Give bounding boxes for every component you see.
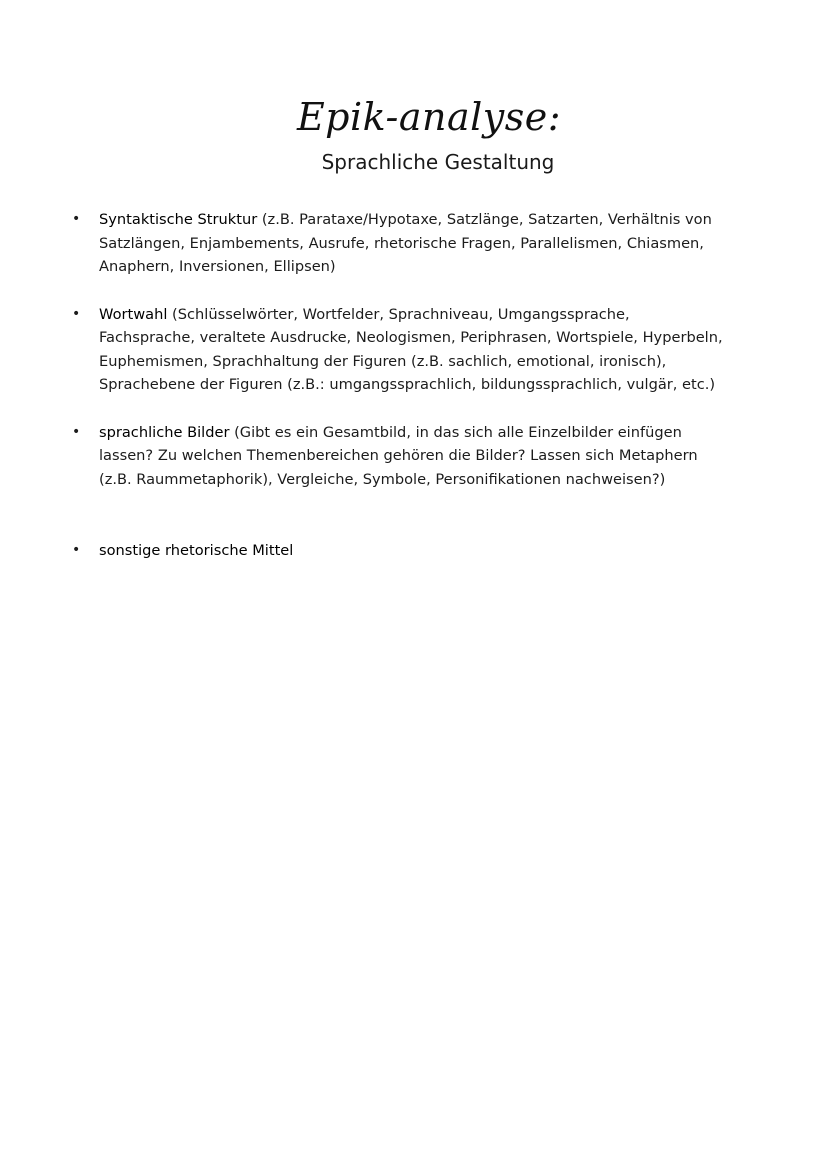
list-item <box>70 303 730 397</box>
item-term: sonstige rhetorische Mittel <box>99 542 294 559</box>
bullet-icon: • <box>72 542 81 558</box>
list-item <box>70 208 730 279</box>
item-description: (Gibt es ein Gesamtbild, in das sich alle Einzelbilder einfügen lassen? Zu welchen Themenbereichen gehören die Bilder? Lassen sich Metaphern (z.B. Raummetaphorik), Vergleiche, Symbole, Personifikationen nachweisen?) <box>99 423 698 488</box>
item-term: Syntaktische Struktur <box>99 211 258 228</box>
document-title: Epik-analyse: <box>296 95 562 139</box>
list-item <box>70 421 730 492</box>
item-description: (Schlüsselwörter, Wortfelder, Sprachniveau, Umgangssprache, Fachsprache, veraltete Ausdrucke, Neologismen, Periphrasen, Wortspiele, Hyperbeln, Euphemismen, Sprachhaltung der Figuren (z.B. sachlich, emotional, ironisch), Sprachebene der Figuren (z.B.: umgangssprachlich, bildungssprachlich, vulgär, etc.) <box>99 305 723 393</box>
item-description: (z.B. Parataxe/Hypotaxe, Satzlänge, Satzarten, Verhältnis von Satzlängen, Enjambements, Ausrufe, rhetorische Fragen, Parallelismen, Chiasmen, Anaphern, Inversionen, Ellipsen) <box>99 211 712 275</box>
item-term: Wortwahl <box>99 305 168 323</box>
item-term: sprachliche Bilder <box>99 423 230 441</box>
list-item <box>70 539 730 563</box>
bullet-icon: • <box>72 423 81 440</box>
bullet-list <box>70 208 730 563</box>
bullet-icon: • <box>72 211 81 227</box>
bullet-icon: • <box>72 305 81 322</box>
document-subtitle: Sprachliche Gestaltung <box>321 150 555 174</box>
